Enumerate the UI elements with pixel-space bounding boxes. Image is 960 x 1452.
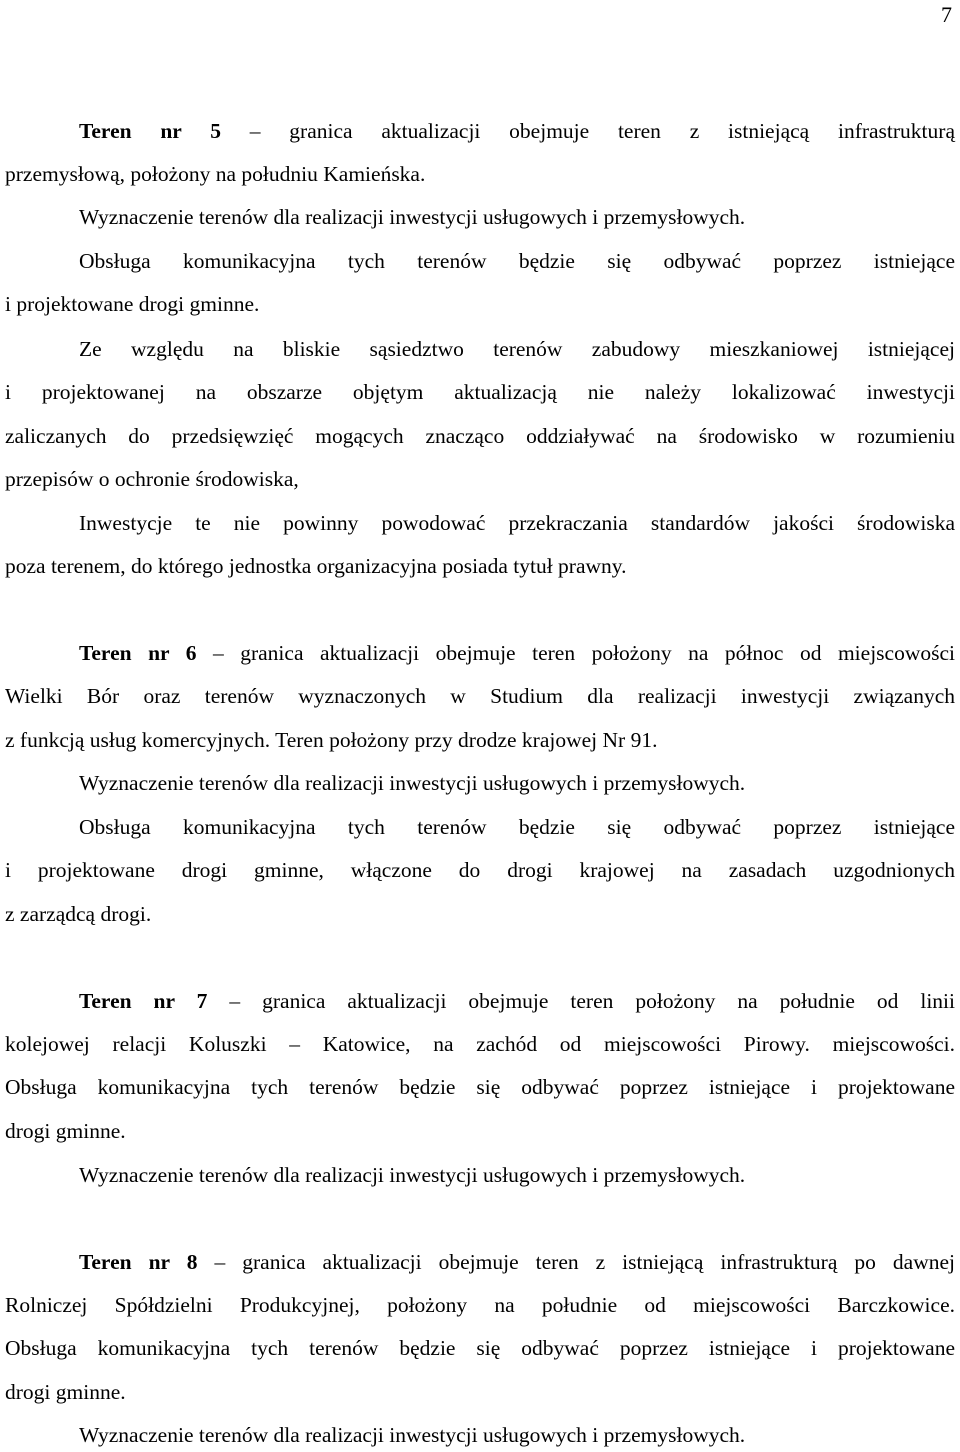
- text-line: Rolniczej Spółdzielni Produkcyjnej, położony na południe od miejscowości Barczkowice.: [5, 1293, 955, 1317]
- text-line: i projektowane drogi gminne.: [5, 292, 260, 316]
- text-line: poza terenem, do którego jednostka organizacyjna posiada tytuł prawny.: [5, 554, 627, 578]
- text-line: Teren nr 6 – granica aktualizacji obejmuje teren położony na północ od miejscowości: [79, 641, 955, 665]
- text-line: Ze względu na bliskie sąsiedztwo terenów zabudowy mieszkaniowej istniejącej: [79, 337, 955, 361]
- text-line: zaliczanych do przedsięwzięć mogących znacząco oddziaływać na środowisko w rozumieniu: [5, 424, 955, 448]
- text-line: Wyznaczenie terenów dla realizacji inwestycji usługowych i przemysłowych.: [79, 205, 746, 229]
- text-line: drogi gminne.: [5, 1380, 126, 1404]
- text-line: Inwestycje te nie powinny powodować przekraczania standardów jakości środowiska: [79, 511, 955, 535]
- text-line: Wyznaczenie terenów dla realizacji inwestycji usługowych i przemysłowych.: [79, 1163, 746, 1187]
- text-line: i projektowanej na obszarze objętym aktualizacją nie należy lokalizować inwestycji: [5, 380, 955, 404]
- teren-label: Teren nr 5: [79, 119, 221, 143]
- text-line: i projektowane drogi gminne, włączone do drogi krajowej na zasadach uzgodnionych: [5, 858, 955, 882]
- text-line: z funkcją usług komercyjnych. Teren położony przy drodze krajowej Nr 91.: [5, 728, 658, 752]
- text-line: Teren nr 8 – granica aktualizacji obejmuje teren z istniejącą infrastrukturą po dawnej: [79, 1250, 955, 1274]
- text-line: drogi gminne.: [5, 1119, 126, 1143]
- text-line: przemysłową, położony na południu Kamieńska.: [5, 162, 426, 186]
- text-line: kolejowej relacji Koluszki – Katowice, na zachód od miejscowości Pirowy. miejscowości.: [5, 1032, 955, 1056]
- text-line: Teren nr 7 – granica aktualizacji obejmuje teren położony na południe od linii: [79, 989, 955, 1013]
- text-line: przepisów o ochronie środowiska,: [5, 467, 299, 491]
- text-line: Obsługa komunikacyjna tych terenów będzie się odbywać poprzez istniejące: [79, 249, 955, 273]
- text-line: Teren nr 5 – granica aktualizacji obejmuje teren z istniejącą infrastrukturą: [79, 119, 955, 143]
- text-line: Wielki Bór oraz terenów wyznaczonych w Studium dla realizacji inwestycji związanych: [5, 684, 955, 708]
- text-line: Obsługa komunikacyjna tych terenów będzie się odbywać poprzez istniejące i projektowane: [5, 1075, 955, 1099]
- teren-label: Teren nr 8: [79, 1250, 198, 1274]
- teren-label: Teren nr 7: [79, 989, 208, 1013]
- page-number: 7: [941, 2, 952, 27]
- text-line: z zarządcą drogi.: [5, 902, 152, 926]
- text-line: Obsługa komunikacyjna tych terenów będzie się odbywać poprzez istniejące i projektowane: [5, 1336, 955, 1360]
- teren-label: Teren nr 6: [79, 641, 197, 665]
- text-line: Wyznaczenie terenów dla realizacji inwestycji usługowych i przemysłowych.: [79, 771, 746, 795]
- text-line: Wyznaczenie terenów dla realizacji inwestycji usługowych i przemysłowych.: [79, 1423, 746, 1447]
- text-line: Obsługa komunikacyjna tych terenów będzie się odbywać poprzez istniejące: [79, 815, 955, 839]
